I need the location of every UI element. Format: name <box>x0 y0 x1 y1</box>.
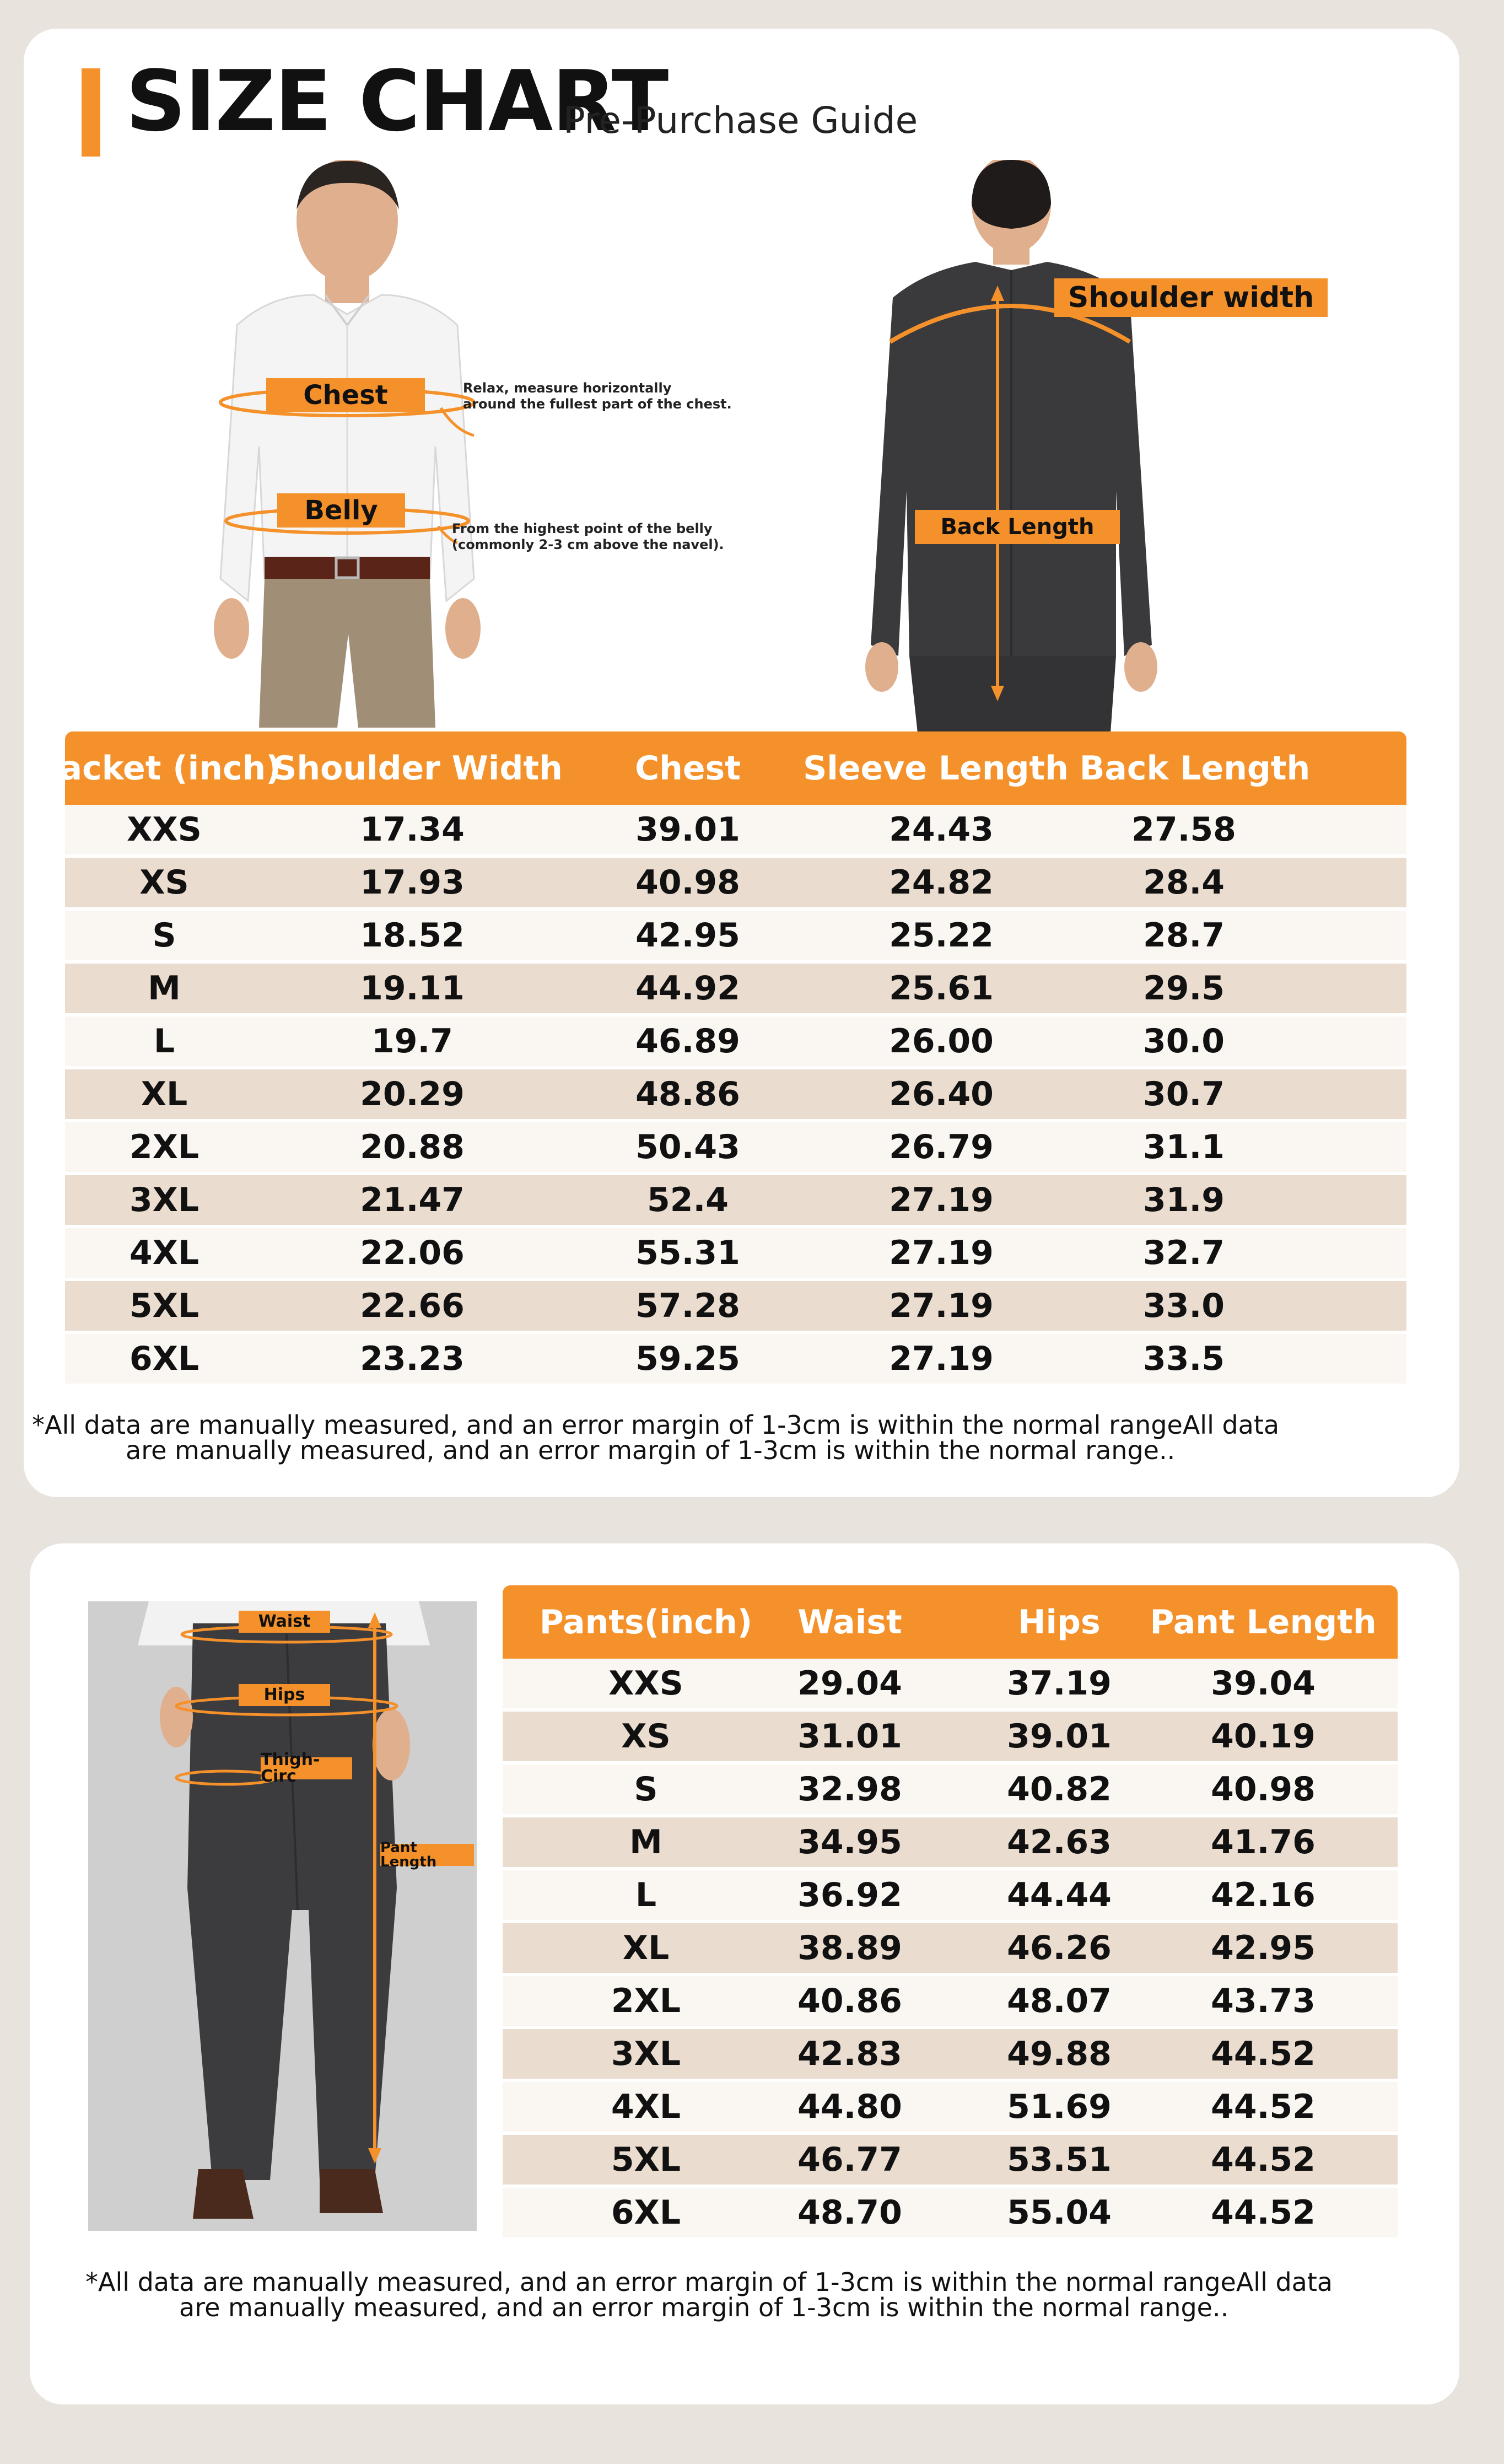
size-cell: XS <box>621 1717 671 1756</box>
size-cell: L <box>635 1876 657 1914</box>
size-cell: 3XL <box>611 2035 681 2073</box>
page-subtitle: Pre-Purchase Guide <box>563 99 918 142</box>
value-cell: 44.52 <box>1211 2140 1316 2179</box>
value-cell: 48.86 <box>635 1075 740 1113</box>
value-cell: 44.92 <box>635 969 740 1008</box>
size-cell: 5XL <box>129 1287 200 1325</box>
value-cell: 27.58 <box>1131 810 1236 849</box>
value-cell: 33.5 <box>1142 1339 1225 1378</box>
value-cell: 29.5 <box>1142 969 1225 1008</box>
value-cell: 42.95 <box>1211 1929 1316 1967</box>
waist-label: Waist <box>239 1611 330 1633</box>
header-pants: Pants(inch) <box>539 1602 753 1642</box>
table-row <box>503 1923 1398 1973</box>
size-cell: 6XL <box>129 1339 200 1378</box>
header-pant-length: Pant Length <box>1150 1602 1377 1642</box>
jacket-size-table <box>47 731 1406 1378</box>
size-cell: M <box>148 969 181 1008</box>
table-row <box>65 964 1406 1013</box>
value-cell: 44.52 <box>1211 2035 1316 2073</box>
table-row <box>503 2188 1398 2237</box>
value-cell: 44.52 <box>1211 2193 1316 2232</box>
table-row <box>503 1764 1398 1814</box>
belly-note-line-1: From the highest point of the belly <box>452 521 713 536</box>
table-row <box>65 1016 1406 1066</box>
table-row <box>503 1659 1398 1708</box>
value-cell: 41.76 <box>1211 1823 1316 1862</box>
thigh-circ-label: Thigh-Circ <box>261 1757 352 1779</box>
hips-label: Hips <box>239 1684 330 1706</box>
table-row <box>503 2082 1398 2132</box>
pants-size-table <box>503 1585 1398 2239</box>
value-cell: 27.19 <box>889 1234 994 1272</box>
header-back-length: Back Length <box>1079 749 1311 788</box>
table-row <box>503 1712 1398 1761</box>
value-cell: 39.04 <box>1211 1664 1316 1703</box>
size-cell: 2XL <box>611 1982 681 2020</box>
value-cell: 55.04 <box>1007 2193 1112 2232</box>
value-cell: 55.31 <box>635 1234 740 1272</box>
value-cell: 33.0 <box>1142 1287 1225 1325</box>
pants-footnote-line-1: *All data are manually measured, and an error margin of 1-3cm is within the normal rangeAll data <box>85 2267 1333 2297</box>
table-row <box>65 1069 1406 1119</box>
value-cell: 51.69 <box>1007 2088 1112 2126</box>
size-cell: 4XL <box>129 1234 200 1272</box>
header-waist: Waist <box>797 1602 902 1642</box>
size-cell: XL <box>622 1929 670 1967</box>
table-row <box>65 1122 1406 1172</box>
value-cell: 24.43 <box>889 810 994 849</box>
chest-note <box>463 380 732 412</box>
value-cell: 49.88 <box>1007 2035 1112 2073</box>
size-cell: L <box>153 1022 175 1061</box>
belly-note <box>452 521 724 553</box>
title-accent-bar <box>82 68 100 157</box>
value-cell: 44.52 <box>1211 2088 1316 2126</box>
table-row <box>65 1228 1406 1278</box>
value-cell: 28.7 <box>1142 916 1225 955</box>
value-cell: 30.0 <box>1142 1022 1225 1061</box>
value-cell: 32.7 <box>1142 1234 1225 1272</box>
size-cell: 3XL <box>129 1181 200 1219</box>
table-row <box>65 1175 1406 1225</box>
value-cell: 57.28 <box>635 1287 740 1325</box>
table-row <box>503 1817 1398 1867</box>
value-cell: 42.95 <box>635 916 740 955</box>
table-row <box>65 1281 1406 1331</box>
value-cell: 59.25 <box>635 1339 740 1378</box>
value-cell: 42.63 <box>1007 1823 1112 1862</box>
value-cell: 48.70 <box>797 2193 902 2232</box>
value-cell: 19.7 <box>371 1022 454 1061</box>
size-cell: S <box>152 916 176 955</box>
value-cell: 29.04 <box>797 1664 902 1703</box>
size-cell: 5XL <box>611 2140 681 2179</box>
table-row <box>503 1976 1398 2026</box>
value-cell: 43.73 <box>1211 1982 1316 2020</box>
chest-label: Chest <box>266 378 425 412</box>
header-shoulder-width: Shoulder Width <box>273 749 563 788</box>
value-cell: 26.79 <box>889 1128 994 1166</box>
value-cell: 25.22 <box>889 916 994 955</box>
value-cell: 18.52 <box>360 916 465 955</box>
value-cell: 38.89 <box>797 1929 902 1967</box>
value-cell: 42.83 <box>797 2035 902 2073</box>
value-cell: 50.43 <box>635 1128 740 1166</box>
value-cell: 26.00 <box>889 1022 994 1061</box>
size-cell: S <box>634 1770 658 1809</box>
back-figure-illustration <box>865 160 1174 733</box>
chest-note-line-1: Relax, measure horizontally <box>463 380 672 396</box>
value-cell: 27.19 <box>889 1287 994 1325</box>
value-cell: 26.40 <box>889 1075 994 1113</box>
value-cell: 30.7 <box>1142 1075 1225 1113</box>
value-cell: 17.34 <box>360 810 465 849</box>
size-cell: 4XL <box>611 2088 681 2126</box>
value-cell: 34.95 <box>797 1823 902 1862</box>
value-cell: 31.01 <box>797 1717 902 1756</box>
size-cell: 6XL <box>611 2193 681 2232</box>
size-cell: XXS <box>608 1664 683 1703</box>
value-cell: 40.82 <box>1007 1770 1112 1809</box>
value-cell: 20.88 <box>360 1128 465 1166</box>
table-row <box>65 911 1406 960</box>
value-cell: 23.23 <box>360 1339 465 1378</box>
table-row <box>65 858 1406 907</box>
page-title: SIZE CHART <box>126 52 668 150</box>
header-chest: Chest <box>635 749 741 788</box>
value-cell: 31.9 <box>1142 1181 1225 1219</box>
value-cell: 22.66 <box>360 1287 465 1325</box>
value-cell: 24.82 <box>889 863 994 902</box>
size-cell: M <box>629 1823 662 1862</box>
header-hips: Hips <box>1018 1602 1101 1642</box>
size-cell: 2XL <box>129 1128 200 1166</box>
back-length-label: Back Length <box>915 510 1120 544</box>
value-cell: 19.11 <box>360 969 465 1008</box>
header-jacket: Jacket (inch) <box>47 749 281 788</box>
size-cell: XL <box>141 1075 188 1113</box>
front-figure-illustration <box>187 160 496 728</box>
jacket-footnote-line-2: are manually measured, and an error margin of 1-3cm is within the normal range.. <box>126 1435 1176 1465</box>
value-cell: 39.01 <box>635 810 740 849</box>
table-row <box>503 2135 1398 2185</box>
pants-footnote <box>85 2269 1333 2320</box>
table-row <box>65 805 1406 854</box>
value-cell: 27.19 <box>889 1339 994 1378</box>
table-row <box>503 2029 1398 2079</box>
value-cell: 42.16 <box>1211 1876 1316 1914</box>
value-cell: 52.4 <box>646 1181 729 1219</box>
value-cell: 20.29 <box>360 1075 465 1113</box>
value-cell: 40.19 <box>1211 1717 1316 1756</box>
size-cell: XS <box>139 863 189 902</box>
value-cell: 31.1 <box>1142 1128 1225 1166</box>
size-cell: XXS <box>127 810 202 849</box>
value-cell: 40.86 <box>797 1982 902 2020</box>
table-row <box>503 1870 1398 1920</box>
value-cell: 32.98 <box>797 1770 902 1809</box>
value-cell: 37.19 <box>1007 1664 1112 1703</box>
jacket-footnote <box>32 1412 1279 1463</box>
header-sleeve-length: Sleeve Length <box>803 749 1069 788</box>
chest-note-line-2: around the fullest part of the chest. <box>463 396 732 412</box>
belly-note-line-2: (commonly 2-3 cm above the navel). <box>452 536 724 552</box>
value-cell: 28.4 <box>1142 863 1225 902</box>
value-cell: 21.47 <box>360 1181 465 1219</box>
value-cell: 39.01 <box>1007 1717 1112 1756</box>
jacket-footnote-line-1: *All data are manually measured, and an error margin of 1-3cm is within the normal rangeAll data <box>32 1410 1280 1440</box>
shoulder-width-label: Shoulder width <box>1054 278 1328 317</box>
pant-length-label: Pant Length <box>380 1844 474 1866</box>
value-cell: 44.44 <box>1007 1876 1112 1914</box>
value-cell: 25.61 <box>889 969 994 1008</box>
value-cell: 46.77 <box>797 2140 902 2179</box>
value-cell: 44.80 <box>797 2088 902 2126</box>
value-cell: 40.98 <box>1211 1770 1316 1809</box>
belly-label: Belly <box>277 493 405 528</box>
value-cell: 27.19 <box>889 1181 994 1219</box>
value-cell: 46.89 <box>635 1022 740 1061</box>
value-cell: 53.51 <box>1007 2140 1112 2179</box>
table-row <box>65 1334 1406 1384</box>
value-cell: 46.26 <box>1007 1929 1112 1967</box>
jacket-table-header <box>47 731 1406 805</box>
value-cell: 22.06 <box>360 1234 465 1272</box>
pants-footnote-line-2: are manually measured, and an error margin of 1-3cm is within the normal range.. <box>179 2293 1229 2322</box>
pants-table-header <box>503 1585 1398 1659</box>
value-cell: 48.07 <box>1007 1982 1112 2020</box>
value-cell: 40.98 <box>635 863 740 902</box>
value-cell: 36.92 <box>797 1876 902 1914</box>
value-cell: 17.93 <box>360 863 465 902</box>
